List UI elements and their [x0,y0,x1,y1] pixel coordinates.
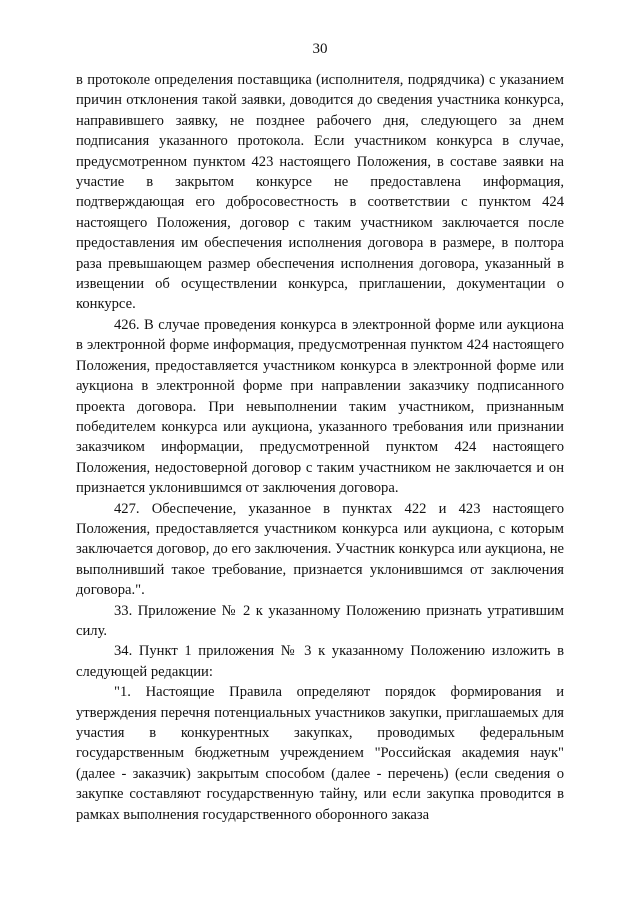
paragraph-clause-426: 426. В случае проведения конкурса в электронной форме или аукциона в электронной форме информация, предусмотренная пунктом 424 настоящего Положения, предоставляется участником конкурса в электронной форме или аукциона в электронной форме при направлении заказчику подписанного проекта договора. При невыполнении таким участником, признанным победителем конкурса или аукциона, указанного требования или признании заказчиком информации, предусмотренной пунктом 424 настоящего Положения, недостоверной договор с таким участником не заключается и он признается уклонившимся от заключения договора. [76,316,564,497]
paragraph-rules-1: "1. Настоящие Правила определяют порядок формирования и утверждения перечня потенциальных участников закупки, приглашаемых для участия в конкурентных закупках, проводимых федеральным государственным бюджетным учреждением "Российская академия наук" (далее - заказчик) закрытым способом (далее - перечень) (если сведения о закупке составляют государственную тайну, или если закупка проводится в рамках выполнения государственного оборонного заказа [76,684,564,823]
paragraph-item-34: 34. Пункт 1 приложения № 3 к указанному Положению изложить в следующей редакции: [76,643,564,680]
document-body [76,70,564,825]
paragraph-item-33: 33. Приложение № 2 к указанному Положению признать утратившим силу. [76,602,564,639]
paragraph-clause-427: 427. Обеспечение, указанное в пунктах 422 и 423 настоящего Положения, предоставляется участником конкурса или аукциона, с которым заключается договор, до его заключения. Участник конкурса или аукциона, не выполнивший такое требование, признается уклонившимся от заключения договора.". [76,500,564,599]
paragraph-continuation: в протоколе определения поставщика (исполнителя, подрядчика) с указанием причин отклонения такой заявки, доводится до сведения участника конкурса, направившего заявку, не позднее рабочего дня, следующего за днем подписания указанного протокола. Если участником конкурса в случае, предусмотренном пунктом 423 настоящего Положения, в составе заявки на участие в закрытом конкурсе не предоставлена информация, подтверждающая его добросовестность в соответствии с пунктом 424 настоящего Положения, договор с таким участником заключается после предоставления им обеспечения исполнения договора в размере, в полтора раза превышающем размер обеспечения исполнения договора, указанный в извещении об осуществлении конкурса, приглашении, документации о конкурсе. [76,72,564,313]
page-number: 30 [312,41,328,57]
